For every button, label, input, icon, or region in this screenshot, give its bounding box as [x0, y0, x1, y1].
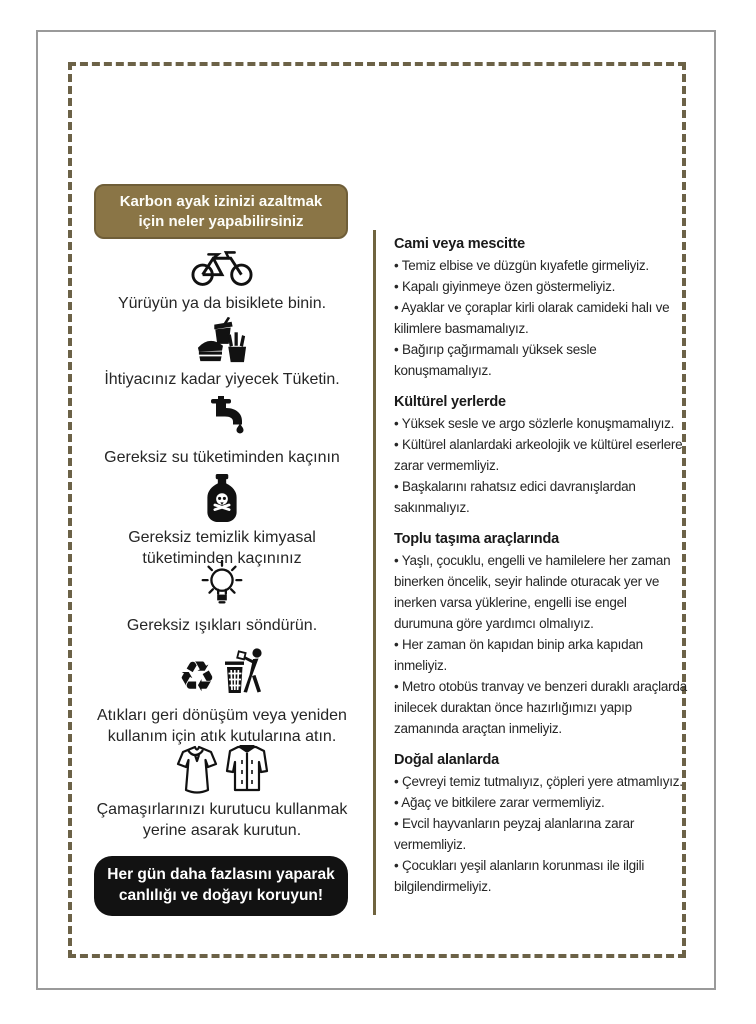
bullet-item: • Başkalarını rahatsız edici davranışlardan sakınmalıyız. — [394, 479, 636, 515]
section-natural-areas — [394, 750, 688, 897]
bullet-item: • Yaşlı, çocuklu, engelli ve hamilelere her zaman binerken öncelik, seyir halinde oturacak yer ve inerken varsa yüklerine, engelli ise engel durumuna göre yardımcı olmalıyız. — [394, 553, 671, 631]
tip-caption: Gereksiz ışıkları söndürün. — [126, 617, 318, 634]
footer-badge-text: Her gün daha fazlasını yaparak canlılığı ve doğayı koruyun! — [107, 866, 335, 904]
tip-food — [82, 314, 362, 390]
footer-badge — [94, 856, 348, 916]
bullet-item: • Temiz elbise ve düzgün kıyafetle girmeliyiz. — [394, 258, 649, 273]
column-divider — [373, 230, 376, 915]
bullet-item: • Çevreyi temiz tutmalıyız, çöpleri yere atmamlıyız. — [394, 774, 683, 789]
faucet-drop-icon — [82, 392, 362, 442]
header-badge — [94, 184, 348, 239]
section-heading: Cami veya mescitte — [394, 236, 526, 252]
tip-caption: Atıkları geri dönüşüm veya yeniden kullanım için atık kutularına atın. — [97, 707, 347, 746]
bullet-item: • Evcil hayvanların peyzaj alanlarına zarar vermemliyiz. — [394, 816, 635, 852]
bullet-item: • Ağaç ve bitkilere zarar vermemliyiz. — [394, 795, 605, 810]
bullet-item: • Metro otobüs tranvay ve benzeri duraklı araçlarda inilecek duraktan önce hazırlığımızı yapıp zamanında araçtan inmeliyiz. — [394, 679, 687, 736]
bullet-item: • Bağırıp çağırmamalı yüksek sesle konuşmamalıyız. — [394, 342, 597, 378]
light-bulb-icon — [82, 560, 362, 610]
section-heading: Toplu taşıma araçlarında — [394, 531, 559, 547]
tip-caption: Çamaşırlarınızı kurutucu kullanmak yerine asarak kurutun. — [96, 801, 348, 840]
section-heading: Doğal alanlarda — [394, 752, 499, 768]
poison-bottle-icon — [82, 472, 362, 522]
section-cultural — [394, 392, 688, 518]
fast-food-icon — [82, 314, 362, 364]
tip-caption: Gereksiz temizlik kimyasal tüketiminden kaçınınız — [128, 529, 316, 568]
bullet-item: • Ayaklar ve çoraplar kirli olarak camideki halı ve kilimlere basmamalıyız. — [394, 300, 670, 336]
bullet-item: • Kapalı giyinmeye özen göstermeliyiz. — [394, 279, 616, 294]
recycle-icon: ♻ — [178, 652, 216, 701]
tip-caption: İhtiyacınız kadar yiyecek Tüketin. — [104, 371, 340, 388]
bullet-item: • Yüksek sesle ve argo sözlerle konuşmamalıyız. — [394, 416, 675, 431]
section-public-transport — [394, 529, 688, 739]
section-mosque — [394, 234, 688, 381]
tip-laundry — [82, 744, 362, 841]
tip-walk-bike — [82, 238, 362, 314]
bicycle-icon — [82, 238, 362, 288]
tip-caption: Gereksiz su tüketiminden kaçının — [104, 449, 340, 466]
tip-chemicals — [82, 472, 362, 569]
tip-water — [82, 392, 362, 468]
tip-recycle — [82, 650, 362, 747]
tip-lights — [82, 560, 362, 636]
clothes-icon — [82, 744, 362, 794]
trash-person-icon — [224, 647, 266, 700]
rules-column — [394, 234, 688, 908]
bullet-item: • Kültürel alanlardaki arkeolojik ve kültürel eserlere zarar vermemliyiz. — [394, 437, 683, 473]
section-heading: Kültürel yerlerde — [394, 394, 506, 410]
header-badge-text: Karbon ayak izinizi azaltmak için neler yapabilirsiniz — [119, 193, 323, 230]
bullet-item: • Her zaman ön kapıdan binip arka kapıdan inmeliyiz. — [394, 637, 643, 673]
tip-caption: Yürüyün ya da bisiklete binin. — [117, 295, 327, 312]
bullet-item: • Çocukları yeşil alanların korunması ile ilgili bilgilendirmeliyiz. — [394, 858, 645, 894]
